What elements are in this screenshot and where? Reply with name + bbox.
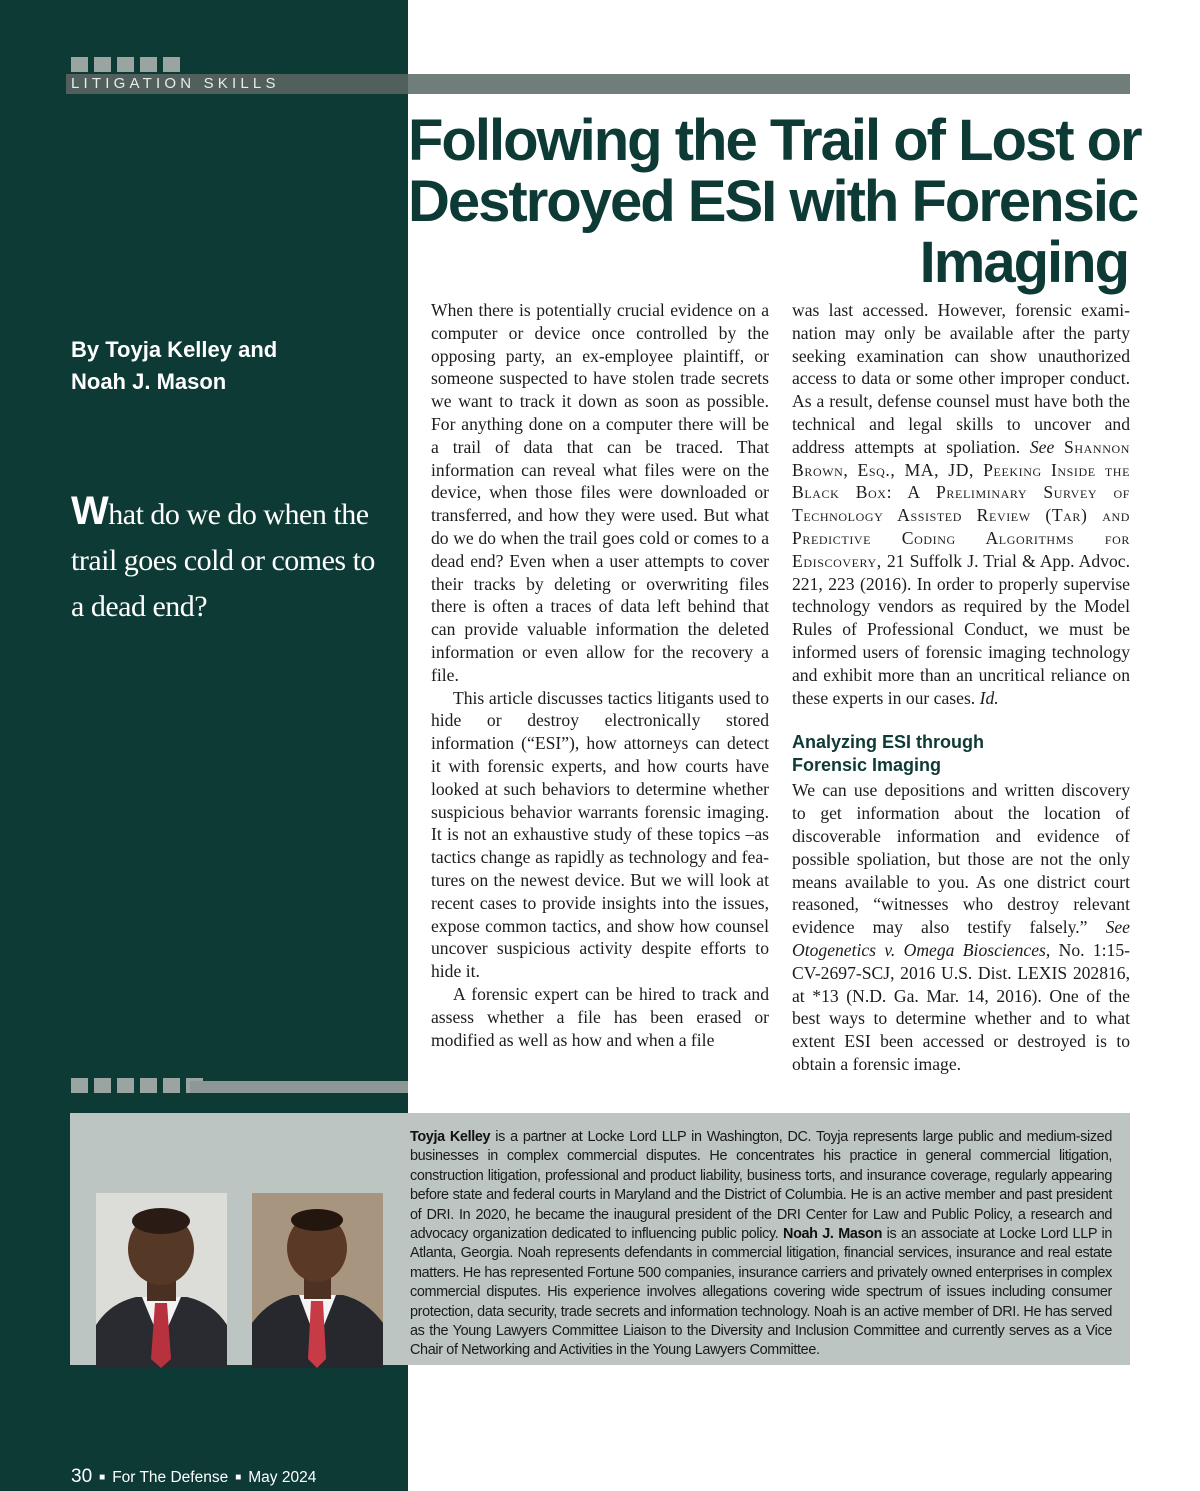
- article-title: [408, 108, 1141, 295]
- author-bio-text: [88, 1128, 1112, 1368]
- paragraph-text: was last accessed. However, forensic examination may only be available after the party seeking examination can show unauthorized access to data or some other improper conduct. As a result, defense counsel must have both the technical and legal skills to uncover and address attempts at spoliation.: [792, 300, 1130, 457]
- pull-quote-text: hat do we do when the trail goes cold or comes to a dead end?: [71, 498, 375, 623]
- author-name-mason: Noah J. Mason: [783, 1226, 883, 1243]
- paragraph-text: We can use depositions and written discovery to get information about the location of discoverable information and evidence of possible spoliation, but those are not the only means available to you. As one district court reasoned, “witnesses who destroy relevant evidence may also testify falsely.”: [792, 780, 1130, 938]
- byline-line: Noah J. Mason: [71, 369, 227, 394]
- publication-name: For The Defense: [112, 1469, 229, 1486]
- byline-line: By Toyja Kelley and: [71, 337, 278, 362]
- case-citation: See Otogenetics v. Omega Biosciences: [792, 917, 1130, 960]
- separator-icon: ■: [99, 1472, 106, 1483]
- citation-signal: See: [1029, 436, 1055, 457]
- issue-date: May 2024: [248, 1469, 317, 1486]
- bio-paragraph: is a partner at Locke Lord LLP in Washington, DC. Toyja represents large public and medium-sized businesses in complex commercial disputes. He concentrates his practice in general commercial litigation, construction litigation, professional and product liability, business torts, and insurance coverage, regularly appearing before state and federal courts in Maryland and the District of Columbia. He is an active member and past president of DRI. In 2020, he became the inaugural president of the DRI Center for Law and Public Policy, a research and advocacy organization dedicated to influencing public policy.: [410, 1129, 1112, 1243]
- title-line: Imaging: [919, 230, 1128, 295]
- decorative-squares-top: [71, 57, 180, 72]
- paragraph-text: , No. 1:15-CV-2697-SCJ, 2016 U.S. Dist. LEXIS 202816, at *13 (N.D. Ga. Mar. 14, 2016). One of the best ways to determine whether and to what extent ESI been accessed or destroyed is to obtain a forensic image.: [792, 939, 1130, 1074]
- pull-quote: [71, 488, 391, 630]
- byline: [71, 334, 277, 398]
- citation-title: Shannon Brown, Esq., MA, JD, Peeking Inside the Black Box: A Preliminary Survey of Technology Assisted Review (Tar) and Predictive Coding Algorithms for Ediscovery,: [792, 436, 1130, 571]
- paragraph: [792, 299, 1130, 709]
- separator-icon: ■: [235, 1472, 242, 1483]
- paragraph: A forensic expert can be hired to track and assess whether a file has been erased or modified as well as how and when a file: [431, 983, 769, 1050]
- section-subheading: [792, 731, 1130, 777]
- subheading-line: Analyzing ESI through: [792, 732, 984, 753]
- paragraph: [792, 779, 1130, 1075]
- citation-text: 21 Suffolk J. Trial & App. Advoc. 221, 223 (2016). In order to properly supervise technology vendors as required by the Model Rules of Professional Conduct, we must be informed users of forensic imaging technology and exhibit more than an uncritical reliance on these experts in our cases.: [792, 550, 1130, 708]
- pull-quote-initial: W: [71, 489, 109, 533]
- title-line: Destroyed ESI with Forensic: [408, 169, 1138, 234]
- bio-paragraph: is an associate at Locke Lord LLP in Atlanta, Georgia. Noah represents defendants in commercial litigation, financial services, insurance and real estate matters. He has represented Fortune 500 companies, insurance carriers and privately owned enterprises in complex commercial disputes. His experience involves allegations covering wide spectrum of issues including consumer protection, data security, trade secrets and information technology. Noah is an active member of DRI. He has served as the Young Lawyers Committee Liaison to the Diversity and Inclusion Committee and currently serves as a Vice Chair of Networking and Activities in the Young Lawyers Committee.: [410, 1226, 1113, 1359]
- paragraph: When there is potentially crucial evidence on a computer or device once controlled by the opposing party, an ex-employee plaintiff, or someone suspected to have stolen trade secrets we want to track it down as soon as possible. For anything done on a computer there will be a trail of data that can be traced. That information can reveal what files were on the device, when those files were downloaded or transferred, and how they were used. But what do we do when the trail goes cold or comes to a dead end? Even when a user attempts to cover their tracks by deleting or overwriting files there is often a traces of data left behind that can provide valuable information the deleted information or even allow for the recovery a file.: [431, 300, 769, 685]
- section-label: LITIGATION SKILLS: [71, 75, 280, 92]
- subheading-line: Forensic Imaging: [792, 755, 942, 776]
- author-bio-box: [70, 1113, 1130, 1365]
- title-line: Following the Trail of Lost or: [408, 108, 1141, 173]
- decorative-squares-bottom: [71, 1078, 203, 1093]
- decorative-rule: [190, 1081, 408, 1093]
- paragraph: This article discusses tactics litigants used to hide or destroy electronically stored information (“ESI”), how attorneys can detect it with forensic experts, and how courts have looked at such behaviors to determine whether suspicious behavior warrants forensic imaging. It is not an exhaustive study of these topics –as tactics change as rapidly as technology and features on the newest device. But we will look at recent cases to provide insights into the issues, expose common tactics, and show how counsel uncover suspicious activity despite efforts to hide it.: [431, 687, 769, 982]
- page-number: 30: [71, 1466, 93, 1487]
- citation-id: Id.: [979, 687, 999, 708]
- body-column-2: [792, 299, 1130, 1076]
- page-footer: [71, 1466, 316, 1488]
- author-name-kelley: Toyja Kelley: [410, 1129, 491, 1145]
- body-column-1: [431, 299, 769, 1051]
